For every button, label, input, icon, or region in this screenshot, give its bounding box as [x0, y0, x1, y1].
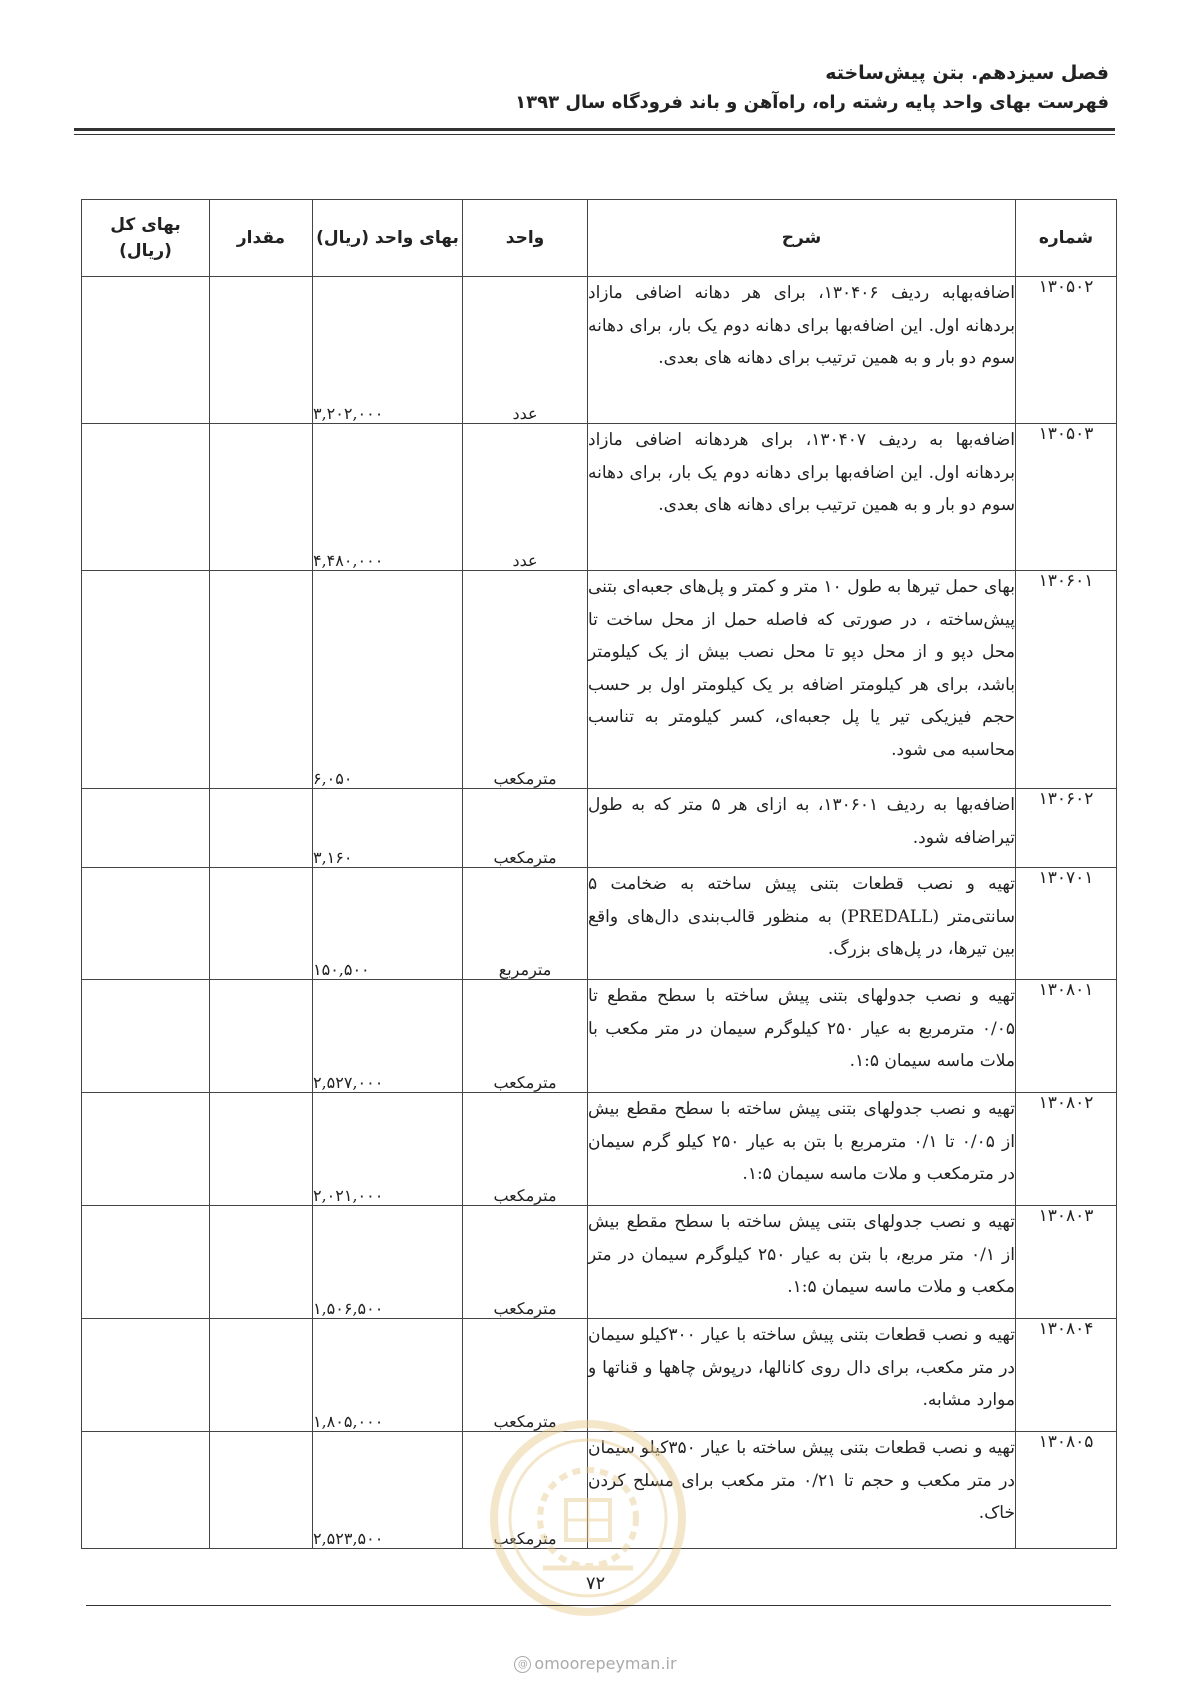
- row-description: اضافه‌بهابه ردیف ۱۳۰۴۰۶، برای هر دهانه اضافی مازاد بردهانه اول. این اضافه‌بها برای دهانه دوم یک بار، برای دهانه سوم دو بار و به همین ترتیب برای دهانه های بعدی.: [588, 277, 1016, 424]
- row-number: ۱۳۰۶۰۲: [1016, 789, 1117, 868]
- table-row: [82, 789, 1117, 868]
- row-number: ۱۳۰۸۰۲: [1016, 1093, 1117, 1206]
- row-unit-price: ۲,۰۲۱,۰۰۰: [313, 1093, 463, 1206]
- site-watermark: [0, 1654, 1191, 1673]
- row-description: تهیه و نصب جدولهای بتنی پیش ساخته با سطح مقطع بیش از ۰/۰۵ تا ۰/۱ مترمربع با بتن به عیار ۲۵۰ کیلو گرم سیمان در مترمکعب و ملات ماسه سیمان ۱:۵.: [588, 1093, 1016, 1206]
- row-unit-price: ۲,۵۲۷,۰۰۰: [313, 980, 463, 1093]
- row-description: اضافه‌بها به ردیف ۱۳۰۴۰۷، برای هردهانه اضافی مازاد بردهانه اول. این اضافه‌بها برای دهانه دوم یک بار، برای دهانه سوم دو بار و به همین ترتیب برای دهانه های بعدی.: [588, 424, 1016, 571]
- row-description: تهیه و نصب جدولهای بتنی پیش ساخته با سطح مقطع تا ۰/۰۵ مترمربع به عیار ۲۵۰ کیلوگرم سیمان در متر مکعب با ملات ماسه سیمان ۱:۵.: [588, 980, 1016, 1093]
- header-total: [82, 200, 210, 277]
- row-unit: مترمکعب: [463, 980, 588, 1093]
- page-number: ۷۲: [585, 1573, 606, 1594]
- row-unit: مترمکعب: [463, 1319, 588, 1432]
- row-unit: مترمکعب: [463, 789, 588, 868]
- row-number: ۱۳۰۵۰۲: [1016, 277, 1117, 424]
- row-unit: مترمکعب: [463, 1432, 588, 1549]
- at-sign-icon: @: [514, 1656, 531, 1673]
- table-header-row: [82, 200, 1117, 277]
- price-list-table: [81, 199, 1117, 1549]
- document-subtitle: فهرست بهای واحد پایه رشته راه، راه‌آهن و باند فرودگاه سال ۱۳۹۳: [515, 92, 1109, 113]
- row-total: [82, 277, 210, 424]
- row-quantity: [210, 980, 313, 1093]
- site-name: omoorepeyman.ir: [534, 1654, 677, 1673]
- table-row: [82, 1319, 1117, 1432]
- row-quantity: [210, 277, 313, 424]
- row-unit: مترمربع: [463, 868, 588, 980]
- row-number: ۱۳۰۸۰۵: [1016, 1432, 1117, 1549]
- row-description: اضافه‌بها به ردیف ۱۳۰۶۰۱، به ازای هر ۵ متر که به طول تیراضافه شود.: [588, 789, 1016, 868]
- row-number: ۱۳۰۸۰۳: [1016, 1206, 1117, 1319]
- row-total: [82, 789, 210, 868]
- row-total: [82, 1206, 210, 1319]
- header-total-line2: (ریال): [119, 241, 172, 261]
- table-row: [82, 424, 1117, 571]
- row-total: [82, 1432, 210, 1549]
- row-unit-price: ۱,۵۰۶,۵۰۰: [313, 1206, 463, 1319]
- row-quantity: [210, 1319, 313, 1432]
- row-unit-price: ۳,۱۶۰: [313, 789, 463, 868]
- row-number: ۱۳۰۸۰۱: [1016, 980, 1117, 1093]
- header-total-line1: بهای کل: [110, 215, 181, 235]
- row-quantity: [210, 789, 313, 868]
- row-number: ۱۳۰۵۰۳: [1016, 424, 1117, 571]
- row-unit: عدد: [463, 424, 588, 571]
- header-number: شماره: [1016, 200, 1117, 277]
- row-total: [82, 868, 210, 980]
- table-row: [82, 1206, 1117, 1319]
- header-unit-price: بهای واحد (ریال): [313, 200, 463, 277]
- row-number: ۱۳۰۷۰۱: [1016, 868, 1117, 980]
- row-quantity: [210, 1093, 313, 1206]
- row-unit: مترمکعب: [463, 571, 588, 789]
- table-row: [82, 868, 1117, 980]
- page-header: [69, 58, 1109, 118]
- row-unit-price: ۶,۰۵۰: [313, 571, 463, 789]
- header-unit: واحد: [463, 200, 588, 277]
- row-total: [82, 1093, 210, 1206]
- row-total: [82, 571, 210, 789]
- table-row: [82, 277, 1117, 424]
- row-total: [82, 424, 210, 571]
- header-description: شرح: [588, 200, 1016, 277]
- row-unit-price: ۱,۸۰۵,۰۰۰: [313, 1319, 463, 1432]
- row-description: تهیه و نصب قطعات بتنی پیش ساخته با عیار ۳۵۰کیلو سیمان در متر مکعب و حجم تا ۰/۲۱ متر مکعب برای مسلح کردن خاک.: [588, 1432, 1016, 1549]
- table-row: [82, 980, 1117, 1093]
- table-row: [82, 1432, 1117, 1549]
- row-description: بهای حمل تیرها به طول ۱۰ متر و کمتر و پل‌های جعبه‌ای بتنی پیش‌ساخته ، در صورتی که فاصله حمل از محل ساخت تا محل دپو و از محل دپو تا محل نصب بیش از یک کیلومتر باشد، برای هر کیلومتر اضافه بر یک کیلومتر اول بر حسب حجم فیزیکی تیر یا پل جعبه‌ای، کسر کیلومتر به تناسب محاسبه می شود.: [588, 571, 1016, 789]
- row-quantity: [210, 571, 313, 789]
- table-row: [82, 571, 1117, 789]
- header-quantity: مقدار: [210, 200, 313, 277]
- row-unit: عدد: [463, 277, 588, 424]
- row-unit: مترمکعب: [463, 1206, 588, 1319]
- row-unit-price: ۳,۲۰۲,۰۰۰: [313, 277, 463, 424]
- row-description: تهیه و نصب قطعات بتنی پیش ساخته با عیار ۳۰۰کیلو سیمان در متر مکعب، برای دال روی کانالها، درپوش چاهها و قناتها و موارد مشابه.: [588, 1319, 1016, 1432]
- chapter-title: فصل سیزدهم. بتن پیش‌ساخته: [825, 62, 1109, 84]
- row-quantity: [210, 1432, 313, 1549]
- table-row: [82, 1093, 1117, 1206]
- row-quantity: [210, 1206, 313, 1319]
- row-quantity: [210, 424, 313, 571]
- row-unit-price: ۲,۵۲۳,۵۰۰: [313, 1432, 463, 1549]
- row-unit: مترمکعب: [463, 1093, 588, 1206]
- header-rule-thin: [74, 134, 1115, 135]
- row-description: تهیه و نصب جدولهای بتنی پیش ساخته با سطح مقطع بیش از ۰/۱ متر مربع، با بتن به عیار ۲۵۰ کیلوگرم سیمان در متر مکعب و ملات ماسه سیمان ۱:۵.: [588, 1206, 1016, 1319]
- row-unit-price: ۴,۴۸۰,۰۰۰: [313, 424, 463, 571]
- row-number: ۱۳۰۸۰۴: [1016, 1319, 1117, 1432]
- row-quantity: [210, 868, 313, 980]
- footer-rule: [86, 1605, 1111, 1606]
- row-total: [82, 980, 210, 1093]
- header-rule-thick: [74, 128, 1115, 131]
- row-number: ۱۳۰۶۰۱: [1016, 571, 1117, 789]
- row-description: تهیه و نصب قطعات بتنی پیش ساخته به ضخامت ۵ سانتی‌متر (PREDALL) به منظور قالب‌بندی دال‌های واقع بین تیرها، در پل‌های بزرگ.: [588, 868, 1016, 980]
- row-unit-price: ۱۵۰,۵۰۰: [313, 868, 463, 980]
- row-total: [82, 1319, 210, 1432]
